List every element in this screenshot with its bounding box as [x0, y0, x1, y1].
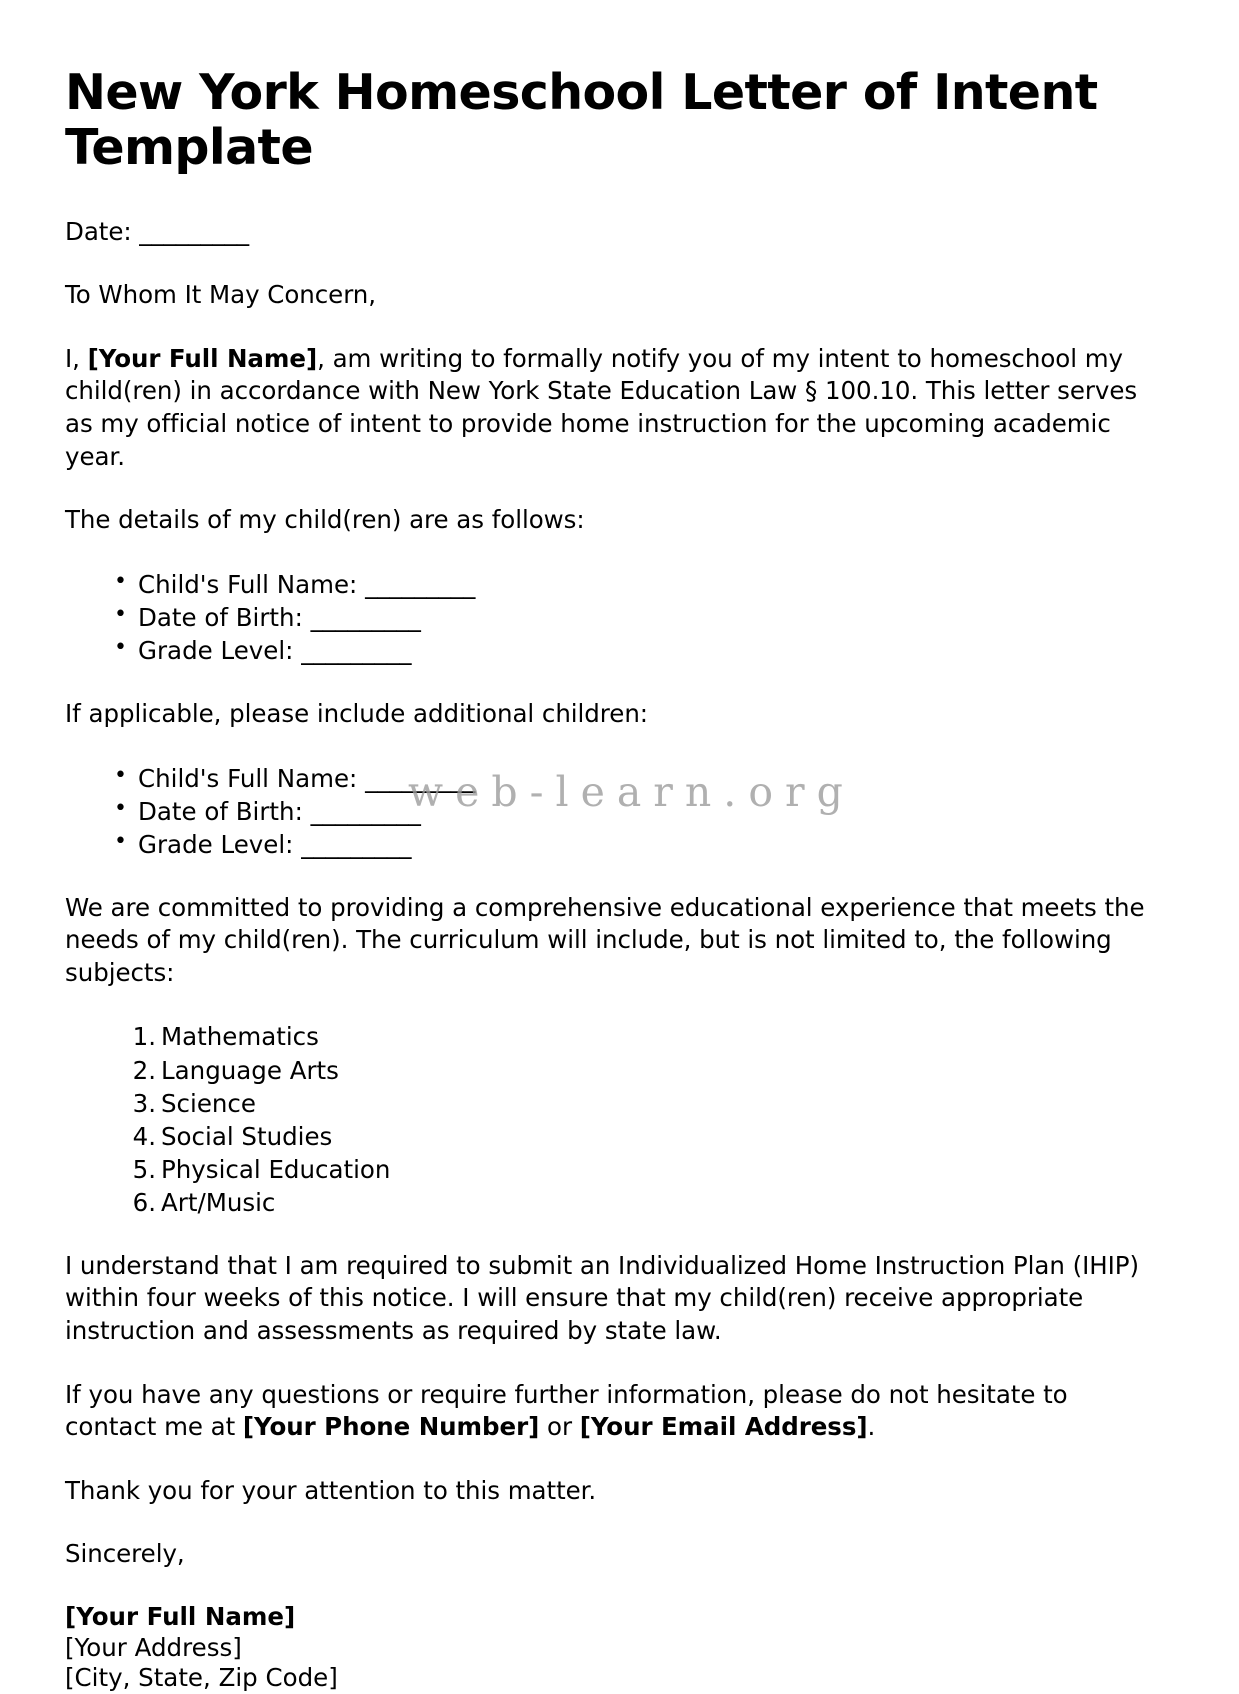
- contact-prefix: If you have any questions or require further information, please do not hesitate to contact me at: [65, 1379, 1068, 1442]
- additional-children-intro: If applicable, please include additional children:: [65, 698, 649, 728]
- list-item: Language Arts: [161, 1055, 339, 1085]
- email-address-placeholder: [Your Email Address]: [579, 1412, 868, 1442]
- date-line: Date: _________: [65, 216, 250, 246]
- list-item: • Date of Birth: _________: [138, 601, 1148, 634]
- list-item: • Child's Full Name: _________: [138, 568, 1148, 601]
- list-item: Art/Music: [161, 1187, 276, 1217]
- closing-line: Sincerely,: [65, 1539, 185, 1569]
- signature-address: [Your Address]: [65, 1632, 242, 1662]
- list-item: • Child's Full Name: _________: [138, 762, 1148, 795]
- list-item: Science: [161, 1088, 256, 1118]
- child-details-list: [65, 568, 1148, 667]
- intro-prefix: I,: [65, 343, 88, 373]
- contact-suffix: .: [867, 1412, 876, 1442]
- child-details-intro: The details of my child(ren) are as follows:: [65, 505, 585, 535]
- document-body: [65, 66, 1148, 1694]
- list-item: Physical Education: [161, 1154, 391, 1184]
- list-item: • Grade Level: _________: [138, 828, 1148, 861]
- thank-you-line: Thank you for your attention to this matter.: [65, 1475, 597, 1505]
- intro-rest: , am writing to formally notify you of my intent to homeschool my child(ren) in accordance with New York State Education Law § 100.10. This letter serves as my official notice of intent to provide home instruction for the upcoming academic year.: [65, 343, 1138, 471]
- signature-name: [Your Full Name]: [65, 1601, 296, 1631]
- phone-number-placeholder: [Your Phone Number]: [242, 1412, 540, 1442]
- salutation: To Whom It May Concern,: [65, 280, 377, 310]
- list-item: • Grade Level: _________: [138, 634, 1148, 667]
- page-title: New York Homeschool Letter of Intent Template: [65, 64, 1098, 176]
- list-item: Mathematics: [161, 1022, 319, 1052]
- intro-paragraph: [65, 343, 1148, 473]
- contact-middle: or: [539, 1412, 580, 1442]
- subjects-list: [65, 1020, 1148, 1218]
- your-full-name-placeholder: [Your Full Name]: [87, 343, 318, 373]
- ihip-paragraph: I understand that I am required to submit an Individualized Home Instruction Plan (IHIP) within four weeks of this notice. I will ensure that my child(ren) receive appropriate instruction and assessments as required by state law.: [65, 1250, 1140, 1346]
- site-watermark: web-learn.org: [408, 768, 855, 816]
- curriculum-intro-paragraph: We are committed to providing a comprehensive educational experience that meets the needs of my child(ren). The curriculum will include, but is not limited to, the following subjects:: [65, 892, 1145, 987]
- contact-paragraph: [65, 1379, 1148, 1444]
- additional-children-list: [65, 762, 1148, 861]
- signature-city-state-zip: [City, State, Zip Code]: [65, 1663, 338, 1693]
- list-item: Social Studies: [161, 1121, 333, 1151]
- list-item: • Date of Birth: _________: [138, 795, 1148, 828]
- signature-block: [65, 1602, 1148, 1694]
